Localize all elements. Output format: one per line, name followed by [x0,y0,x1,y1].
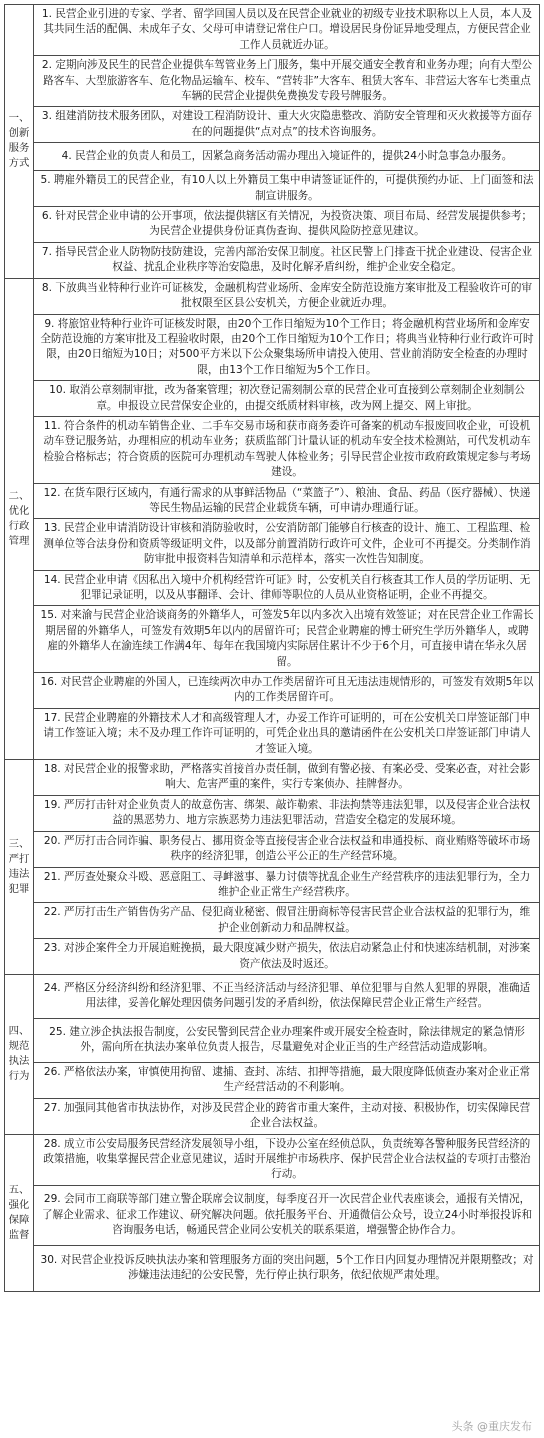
measure-cell: 9. 将旅馆业特种行业许可证核发时限，由20个工作日缩短为10个工作日；将金融机构营业场所和金库安全防范设施的方案审批及工程验收时限，由20个工作日缩短为10个工作日；将典当业特种行业行政许可时限，由20日缩短为10日；对500平方米以下公众聚集场所申请投入使用、营业前消防安全检查的办理时限，由13个工作日缩短为5个工作日。 [34,314,540,381]
measure-cell: 24. 严格区分经济纠纷和经济犯罪、不正当经济活动与经济犯罪、单位犯罪与自然人犯罪的界限，准确适用法律，妥善化解处理因债务问题引发的矛盾纠纷，依法保障民营企业正常生产经营。 [34,974,540,1018]
table-row [5,483,540,519]
category-cell: 四、规范执法行为 [5,974,34,1134]
measure-cell: 18. 对民营企业的报警求助，严格落实首接首办责任制，做到有警必接、有案必受、受案必查，对社会影响大、危害严重的案件，实行专案侦办、挂牌督办。 [34,760,540,796]
table-row [5,416,540,483]
measure-cell: 16. 对民营企业聘雇的外国人，已连续两次申办工作类居留许可且无违法违规情形的，可签发有效期5年以内的工作类居留许可。 [34,673,540,709]
table-row [5,207,540,243]
measure-cell: 21. 严厉查处聚众斗殴、恶意阻工、寻衅滋事、暴力讨债等扰乱企业生产经营秩序的违法犯罪行为，全力维护企业正常生产经营秩序。 [34,867,540,903]
table-row [5,242,540,278]
measure-cell: 3. 组建消防技术服务团队，对建设工程消防设计、重大火灾隐患整改、消防安全管理和灭火救援等方面存在的问题提供“点对点”的技术咨询服务。 [34,107,540,143]
table-row [5,107,540,143]
table-row [5,795,540,831]
measure-cell: 15. 对来渝与民营企业洽谈商务的外籍华人，可签发5年以内多次入出境有效签证；对在民营企业工作需长期居留的外籍华人，可签发有效期5年以内的居留许可；民营企业聘雇的博士研究生学历外籍华人，或聘雇的外籍华人在渝连续工作满4年、每年在我国境内实际居住累计不少于6个月，可直接申请在华永久居留。 [34,606,540,673]
measure-cell: 28. 成立市公安局服务民营经济发展领导小组，下设办公室在经侦总队，负责统筹各警种服务民营经济的政策措施，收集掌握民营企业意见建议，适时开展维护市场秩序、保护民营企业合法权益的专项打击整治行动。 [34,1134,540,1185]
measure-cell: 27. 加强同其他省市执法协作，对涉及民营企业的跨省市重大案件，主动对接、积极协作，切实保障民营企业合法权益。 [34,1098,540,1134]
table-row [5,314,540,381]
measure-cell: 11. 符合条件的机动车销售企业、二手车交易市场和获市商务委许可备案的机动车报废回收企业，可设机动车登记服务站，办理相应的机动车业务；获质监部门计量认证的机动车安全技术检测站，可代发机动车检验合格标志；符合资质的医院可办理机动车驾驶人体检业务；引导民营企业按市政府政策规定参与考场建设。 [34,416,540,483]
table-row [5,278,540,314]
measure-cell: 29. 会同市工商联等部门建立警企联席会议制度，每季度召开一次民营企业代表座谈会，通报有关情况，了解企业需求、征求工作建议、研究解决问题。依托服务平台、开通微信公众号，设立24小时举报投诉和咨询服务电话，畅通民营企业同公安机关的联系渠道，增强警企协作合力。 [34,1185,540,1245]
table-row [5,903,540,939]
measure-cell: 2. 定期向涉及民生的民营企业提供车驾管业务上门服务，集中开展交通安全教育和业务办理；向有大型公路客车、大型旅游客车、危化物品运输车、校车、“营转非”大客车、租赁大客车、非营运大客车七类重点车辆的民营企业提供免费换发专段号牌服务。 [34,56,540,107]
table-row [5,519,540,570]
measure-cell: 23. 对涉企案件全力开展追赃挽损，最大限度减少财产损失，依法启动紧急止付和快速冻结机制，对涉案资产依法及时返还。 [34,939,540,975]
measure-cell: 22. 严厉打击生产销售伪劣产品、侵犯商业秘密、假冒注册商标等侵害民营企业合法权益的犯罪行为，维护企业创新动力和品牌权益。 [34,903,540,939]
measure-cell: 8. 下放典当业特种行业许可证核发，金融机构营业场所、金库安全防范设施方案审批及工程验收许可的审批权限至区县公安机关，方便企业就近办理。 [34,278,540,314]
measure-cell: 17. 民营企业聘雇的外籍技术人才和高级管理人才，办妥工作许可证明的，可在公安机关口岸签证部门申请工作签证入境；未不及办理工作许可证明的，可凭企业出具的邀请函件在公安机关口岸签证部门申请人才签证入境。 [34,708,540,759]
category-cell: 二、优化行政管理 [5,278,34,759]
category-cell: 一、创新服务方式 [5,5,34,279]
table-row [5,1018,540,1062]
table-row [5,171,540,207]
policy-document [4,4,540,1292]
table-row [5,974,540,1018]
measure-cell: 19. 严厉打击针对企业负责人的故意伤害、绑架、敲诈勒索、非法拘禁等违法犯罪，以及侵害企业合法权益的黑恶势力、地方宗族恶势力违法犯罪活动，营造安全稳定的发展环境。 [34,795,540,831]
category-cell: 三、严打违法犯罪 [5,760,34,975]
table-row [5,708,540,759]
table-row [5,1185,540,1245]
measure-cell: 10. 取消公章刻制审批，改为备案管理；初次登记需刻制公章的民营企业可直接到公章刻制企业刻制公章。申报设立民营保安企业的，由提交纸质材料审核，改为网上提交、网上审批。 [34,381,540,417]
table-row [5,673,540,709]
measure-cell: 5. 聘雇外籍员工的民营企业，有10人以上外籍员工集中申请签证证件的，可提供预约办证、上门面签和法制宣讲服务。 [34,171,540,207]
policy-table-body [5,5,540,1292]
table-row [5,867,540,903]
table-row [5,1245,540,1291]
table-row [5,760,540,796]
policy-table [4,4,540,1292]
table-row [5,939,540,975]
table-row [5,831,540,867]
measure-cell: 4. 民营企业的负责人和员工，因紧急商务活动需办理出入境证件的，提供24小时急事急办服务。 [34,143,540,171]
measure-cell: 26. 严格依法办案，审慎使用拘留、逮捕、查封、冻结、扣押等措施，最大限度降低侦查办案对企业正常生产经营活动的不利影响。 [34,1062,540,1098]
measure-cell: 7. 指导民营企业人防物防技防建设，完善内部治安保卫制度。社区民警上门排查干扰企业建设、侵害企业权益、扰乱企业秩序等治安隐患，及时化解矛盾纠纷，维护企业安全稳定。 [34,242,540,278]
source-watermark: 头条 @重庆发布 [451,1420,532,1433]
measure-cell: 13. 民营企业申请消防设计审核和消防验收时，公安消防部门能够自行核查的设计、施工、工程监理、检测单位等合法身份和资质等级证明文件，以及部分前置消防行政许可文件，企业可不再提交。分类制作消防审批申报资料告知清单和示范样本，落实一次性告知制度。 [34,519,540,570]
measure-cell: 20. 严厉打击合同诈骗、职务侵占、挪用资金等直接侵害企业合法权益和串通投标、商业贿赂等破坏市场秩序的经济犯罪，创造公平公正的生产经营环境。 [34,831,540,867]
table-row [5,1062,540,1098]
table-row [5,1134,540,1185]
table-row [5,56,540,107]
table-row [5,606,540,673]
table-row [5,381,540,417]
measure-cell: 30. 对民营企业投诉反映执法办案和管理服务方面的突出问题，5个工作日内回复办理情况并限期整改；对涉嫌违法违纪的公安民警，先行停止执行职务，依纪依规严肃处理。 [34,1245,540,1291]
table-row [5,143,540,171]
measure-cell: 14. 民营企业申请《因私出入境中介机构经营许可证》时，公安机关自行核查其工作人员的学历证明、无犯罪记录证明，以及从事翻译、会计、律师等职位的人员从业资格证明，企业不再提交。 [34,570,540,606]
table-row [5,5,540,56]
measure-cell: 25. 建立涉企执法报告制度，公安民警到民营企业办理案件或开展安全检查时，除法律规定的紧急情形外，需向所在执法办案单位负责人报告，尽量避免对企业正当的生产经营活动造成影响。 [34,1018,540,1062]
table-row [5,1098,540,1134]
measure-cell: 6. 针对民营企业申请的公开事项，依法提供辖区有关情况，为投资决策、项目布局、经营发展提供参考；为民营企业提供身份证真伪查询、提供风险防控意见建议。 [34,207,540,243]
table-row [5,570,540,606]
measure-cell: 12. 在货车限行区域内，有通行需求的从事鲜活物品（“菜篮子”）、粮油、食品、药品（医疗器械）、快递等民生物品运输的民营企业载货车辆，可申请办理通行证。 [34,483,540,519]
measure-cell: 1. 民营企业引进的专家、学者、留学回国人员以及在民营企业就业的初级专业技术职称以上人员，本人及其共同生活的配偶、未成年子女、父母可申请登记常住户口。增设居民身份证异地受理点，方便民营企业工作人员就近办证。 [34,5,540,56]
category-cell: 五、强化保障监督 [5,1134,34,1291]
